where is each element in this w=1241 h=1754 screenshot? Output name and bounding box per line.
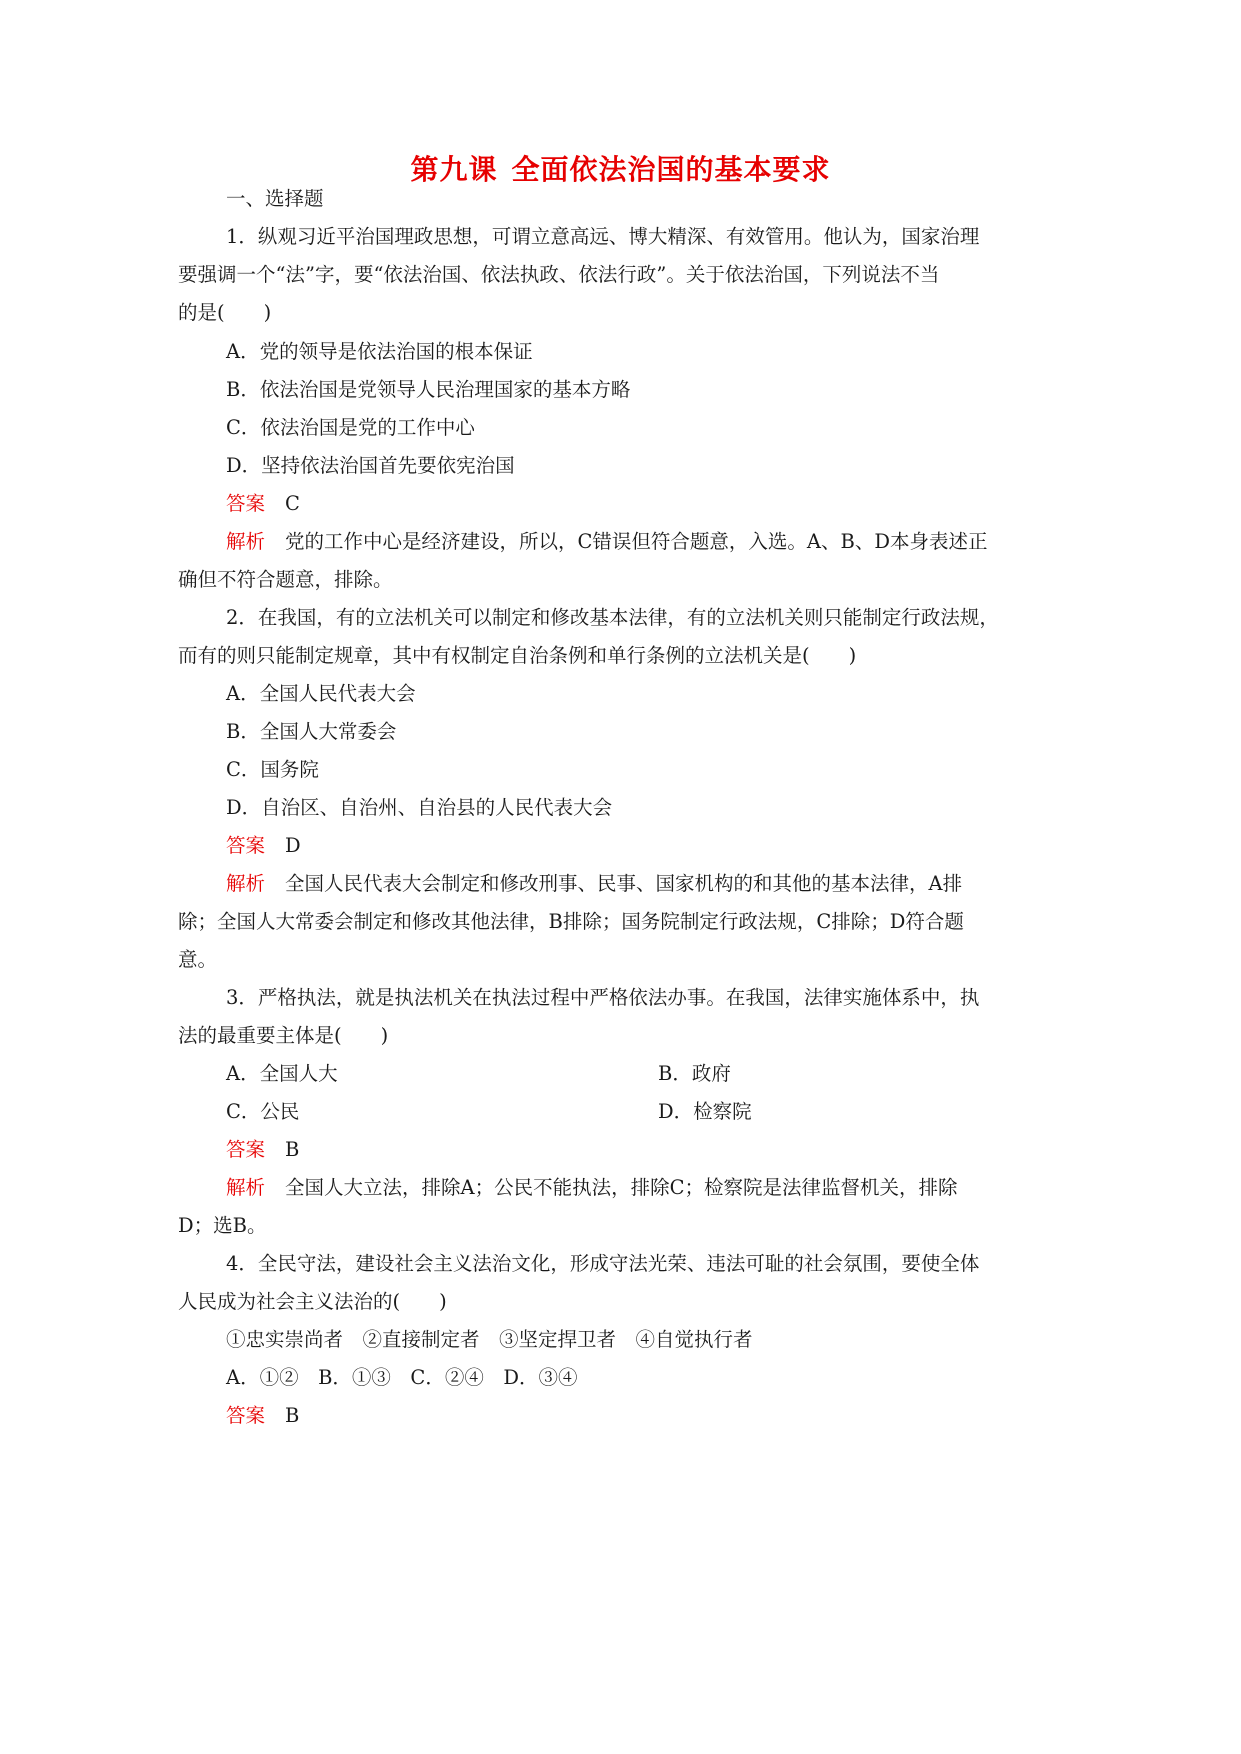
- title-lesson: 第九课: [410, 153, 498, 186]
- question-text: 的是( ): [178, 301, 272, 324]
- analysis-label: 解析: [226, 1176, 266, 1199]
- question-text: 4．全民守法，建设社会主义法治文化，形成守法光荣、违法可耻的社会氛围，要使全体: [226, 1252, 980, 1275]
- statement-items: ①忠实崇尚者 ②直接制定者 ③坚定捍卫者 ④自觉执行者: [226, 1328, 753, 1351]
- answer-value: B: [285, 1404, 300, 1427]
- question-text: 要强调一个“法”字，要“依法治国、依法执政、依法行政”。关于依法治国，下列说法不当: [178, 263, 940, 286]
- option-c: C．依法治国是党的工作中心: [226, 416, 475, 439]
- answer-line: [226, 1401, 299, 1431]
- options-line: A．①② B．①③ C．②④ D．③④: [226, 1366, 578, 1389]
- analysis-line: [226, 527, 987, 557]
- analysis-label: 解析: [226, 872, 266, 895]
- option-d: D．检察院: [658, 1100, 752, 1123]
- option-b: B．全国人大常委会: [226, 720, 397, 743]
- analysis-text: D；选B。: [178, 1214, 267, 1237]
- analysis-text: 除；全国人大常委会制定和修改其他法律，B排除；国务院制定行政法规，C排除；D符合题: [178, 910, 964, 933]
- option-d: D．坚持依法治国首先要依宪治国: [226, 454, 515, 477]
- option-d: D．自治区、自治州、自治县的人民代表大会: [226, 796, 613, 819]
- title-topic: 全面依法治国的基本要求: [511, 153, 831, 186]
- option-c: C．公民: [226, 1100, 300, 1123]
- analysis-label: 解析: [226, 530, 266, 553]
- option-a: A．全国人大: [226, 1062, 338, 1085]
- answer-label: 答案: [226, 1404, 266, 1427]
- option-a: A．党的领导是依法治国的根本保证: [226, 340, 533, 363]
- answer-value: B: [285, 1138, 300, 1161]
- answer-line: [226, 489, 300, 519]
- analysis-line: [226, 1173, 958, 1203]
- option-b: B．政府: [658, 1062, 731, 1085]
- answer-label: 答案: [226, 1138, 266, 1161]
- section-heading: 一、选择题: [226, 187, 324, 210]
- analysis-text: 党的工作中心是经济建设，所以，C错误但符合题意，入选。A、B、D本身表述正: [285, 530, 988, 553]
- answer-line: [226, 831, 301, 861]
- analysis-line: [226, 869, 962, 899]
- page-title: [0, 148, 1241, 188]
- option-c: C．国务院: [226, 758, 319, 781]
- analysis-text: 确但不符合题意，排除。: [178, 568, 393, 591]
- analysis-text: 意。: [178, 948, 218, 971]
- question-text: 法的最重要主体是( ): [178, 1024, 389, 1047]
- question-text: 3．严格执法，就是执法机关在执法过程中严格依法办事。在我国，法律实施体系中，执: [226, 986, 980, 1009]
- option-a: A．全国人民代表大会: [226, 682, 416, 705]
- question-text: 人民成为社会主义法治的( ): [178, 1290, 447, 1313]
- analysis-text: 全国人大立法，排除A；公民不能执法，排除C；检察院是法律监督机关，排除: [285, 1176, 958, 1199]
- answer-label: 答案: [226, 492, 266, 515]
- question-text: 2．在我国，有的立法机关可以制定和修改基本法律，有的立法机关则只能制定行政法规，: [226, 606, 999, 629]
- option-b: B．依法治国是党领导人民治理国家的基本方略: [226, 378, 631, 401]
- question-text: 1．纵观习近平治国理政思想，可谓立意高远、博大精深、有效管用。他认为，国家治理: [226, 225, 980, 248]
- answer-value: C: [285, 492, 300, 515]
- answer-value: D: [285, 834, 301, 857]
- answer-line: [226, 1135, 299, 1165]
- analysis-text: 全国人民代表大会制定和修改刑事、民事、国家机构的和其他的基本法律，A排: [285, 872, 963, 895]
- question-text: 而有的则只能制定规章，其中有权制定自治条例和单行条例的立法机关是( ): [178, 644, 857, 667]
- answer-label: 答案: [226, 834, 266, 857]
